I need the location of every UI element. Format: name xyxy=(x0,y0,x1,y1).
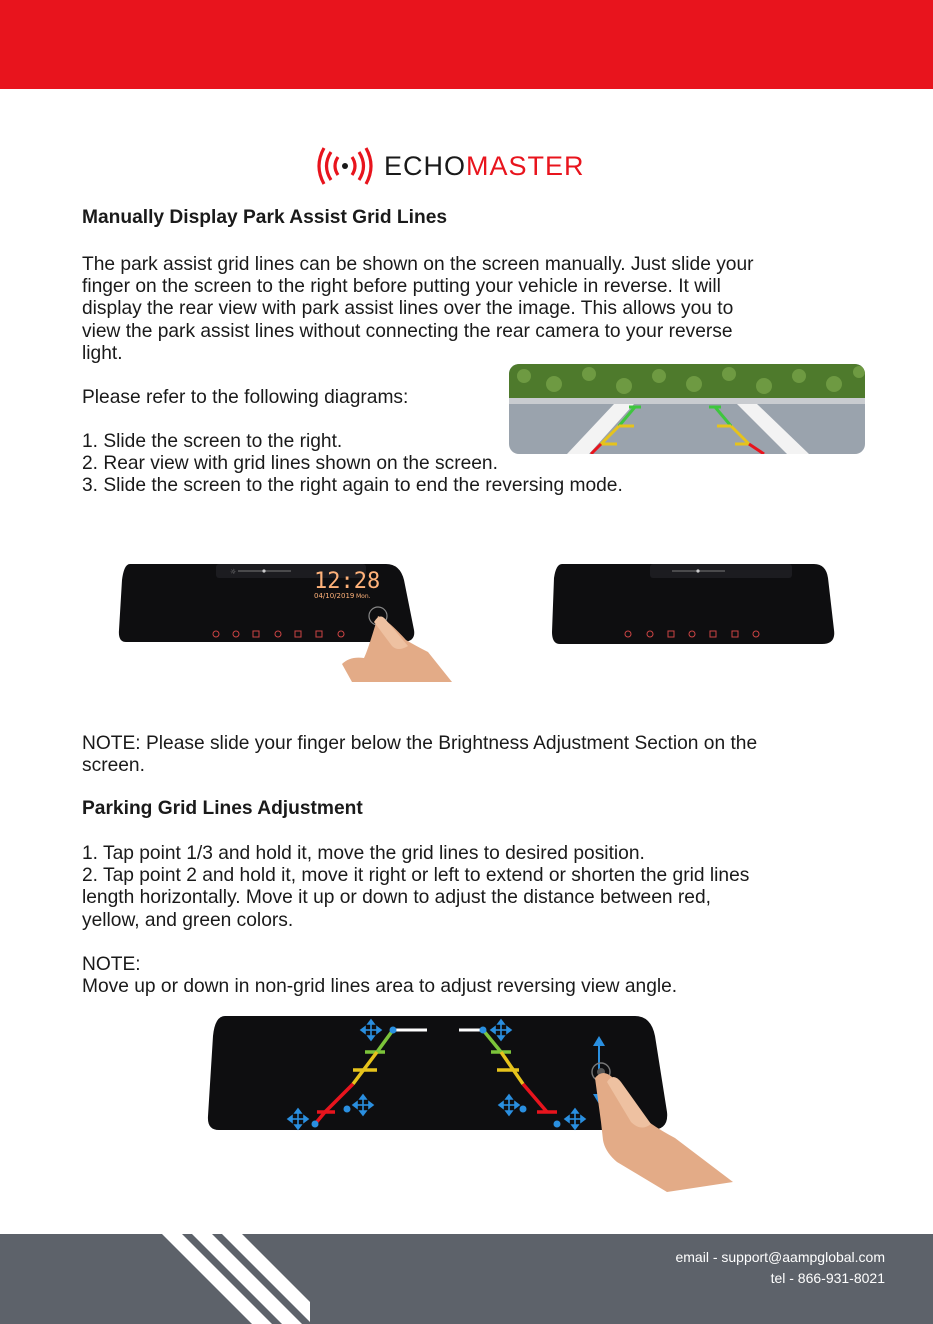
svg-text:☼: ☼ xyxy=(230,568,237,576)
logo-echo: ECHO xyxy=(384,150,467,181)
footer-tel: tel - 866-931-8021 xyxy=(770,1270,885,1286)
clock-day: Mon. xyxy=(356,593,371,600)
step-item: 1. Tap point 1/3 and hold it, move the grid lines to desired position. xyxy=(82,843,645,864)
paragraph-line: The park assist grid lines can be shown on the screen manually. Just slide your xyxy=(82,254,754,275)
paragraph-line: light. xyxy=(82,342,123,364)
step-item: 1. Slide the screen to the right. xyxy=(82,431,343,452)
header-band xyxy=(0,0,933,89)
mirror-grid-adjust xyxy=(205,1012,735,1192)
section2-steps xyxy=(82,843,872,932)
footer-stripes xyxy=(150,1234,310,1324)
clock-time: 12:28 xyxy=(314,569,381,594)
note-line: screen. xyxy=(82,755,145,777)
step-item: 2. Tap point 2 and hold it, move it right or left to extend or shorten the grid lines xyxy=(82,865,750,887)
step-item: length horizontally. Move it up or down to adjust the distance between red, xyxy=(82,887,711,909)
echomaster-logo xyxy=(312,142,585,190)
logo-master: MASTER xyxy=(466,150,585,181)
section2-heading: Parking Grid Lines Adjustment xyxy=(82,798,363,819)
note-label: NOTE: xyxy=(82,954,141,975)
note1 xyxy=(82,733,872,777)
refer-text: Please refer to the following diagrams: xyxy=(82,387,409,408)
clock-date: 04/10/2019 xyxy=(314,592,355,600)
footer-email: email - support@aampglobal.com xyxy=(675,1249,885,1265)
mirror-screen-clock xyxy=(116,560,456,682)
step-item: 3. Slide the screen to the right again to end the reversing mode. xyxy=(82,475,623,497)
section1-paragraph xyxy=(82,254,872,365)
section1-heading: Manually Display Park Assist Grid Lines xyxy=(82,207,448,228)
note-line: NOTE: Please slide your finger below the Brightness Adjustment Section on the xyxy=(82,733,758,754)
footer-band xyxy=(0,1234,933,1324)
step-item: yellow, and green colors. xyxy=(82,909,294,931)
note2 xyxy=(82,954,872,998)
paragraph-line: finger on the screen to the right before putting your vehicle in reverse. It will xyxy=(82,276,721,298)
logo-wordmark xyxy=(384,151,585,182)
paragraph-line: display the rear view with park assist lines over the image. This allows you to xyxy=(82,298,734,320)
sound-wave-logo-icon xyxy=(312,142,374,190)
note-text: Move up or down in non-grid lines area to adjust reversing view angle. xyxy=(82,976,678,998)
paragraph-line: view the park assist lines without connecting the rear camera to your reverse xyxy=(82,320,733,342)
rear-view-photo xyxy=(509,364,865,454)
mirror-screen-dark xyxy=(550,560,836,650)
step-item: 2. Rear view with grid lines shown on the screen. xyxy=(82,453,498,475)
